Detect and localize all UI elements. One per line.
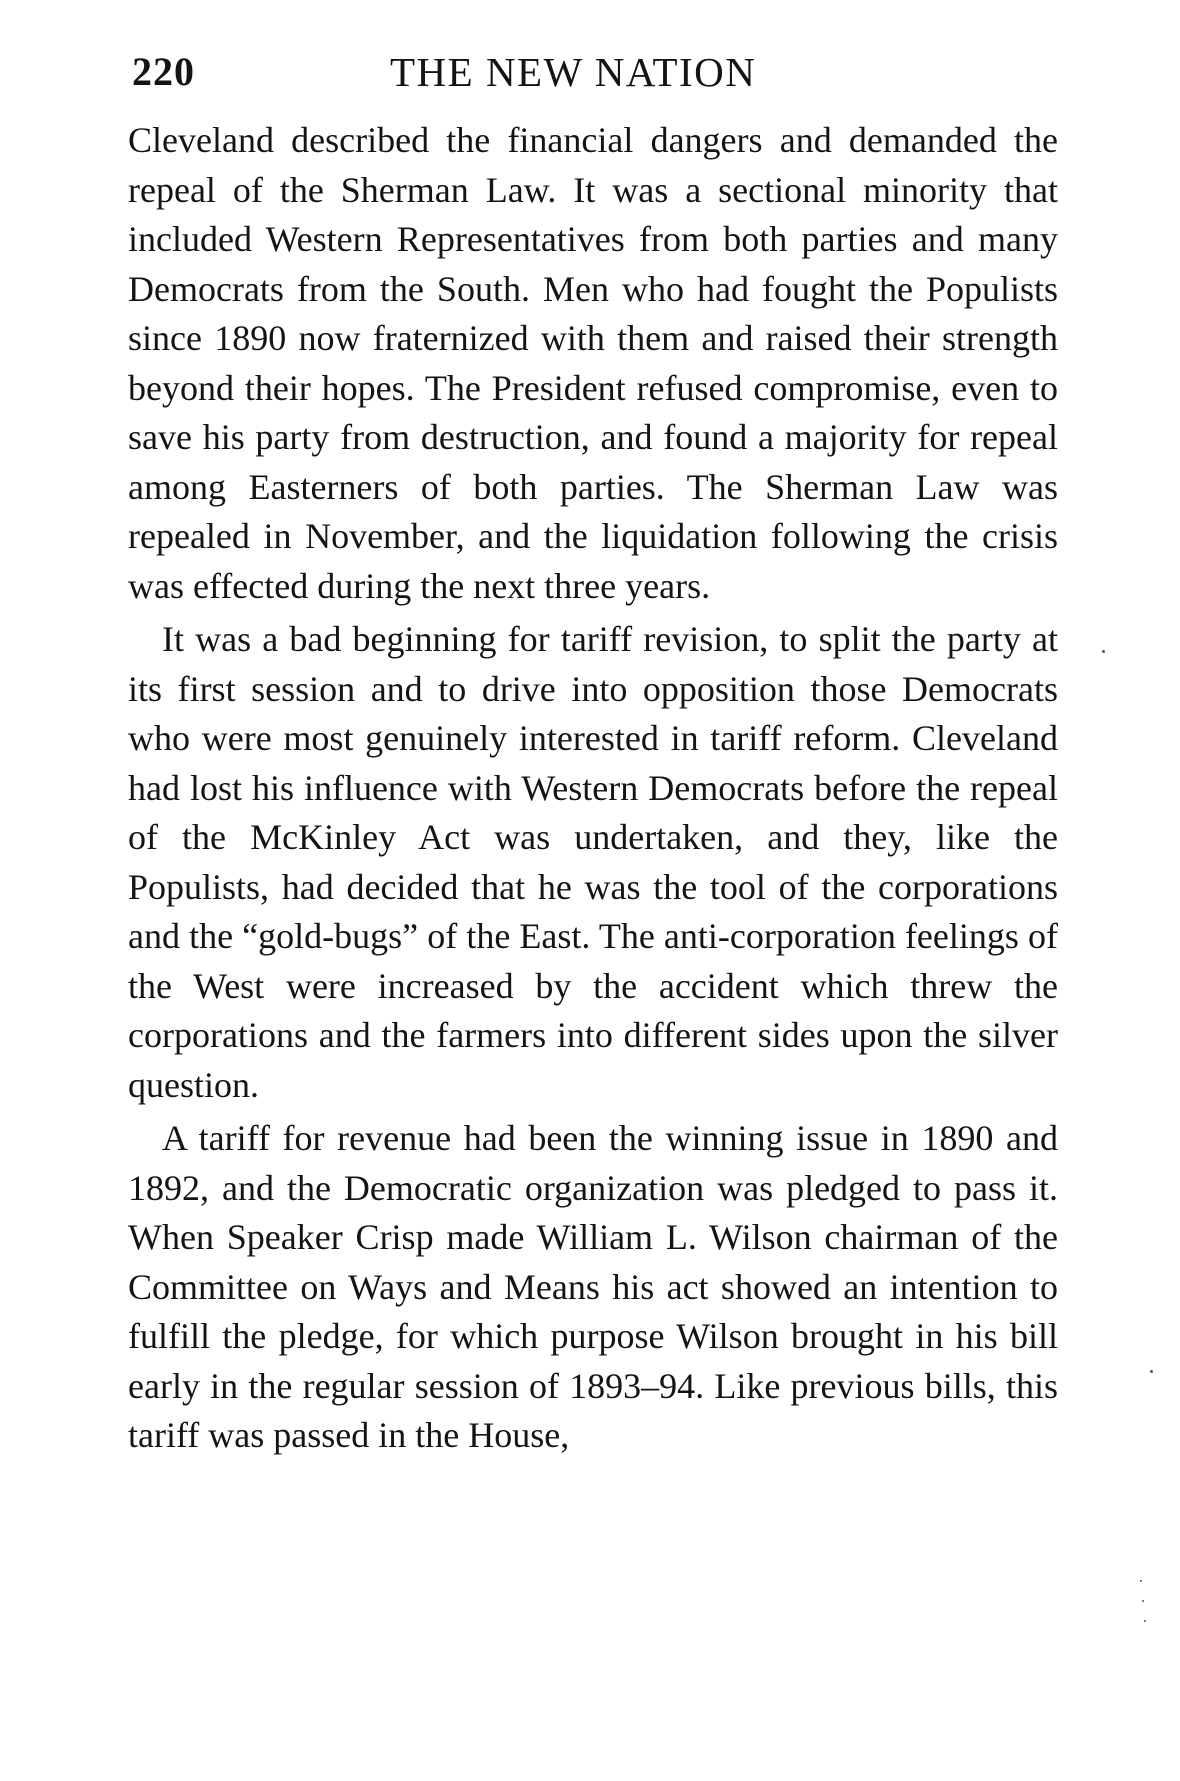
page-number: 220 xyxy=(132,49,195,94)
body-text xyxy=(128,116,1058,1461)
paragraph-3: A tariff for revenue had been the winning issue in 1890 and 1892, and the Democratic organization was pledged to pass it. When Speaker Crisp made William L. Wilson chairman of the Committee on Ways and Means his act showed an intention to fulfill the pledge, for which purpose Wilson brought in his bill early in the regular session of 1893–94. Like previous bills, this tariff was passed in the House, xyxy=(128,1118,1058,1455)
paragraph-1: Cleveland described the financial dangers and demanded the repeal of the Sherman Law. It was a sectional minority that included Western Representatives from both parties and many Democrats from the South. Men who had fought the Populists since 1890 now fraternized with them and raised their strength beyond their hopes. The President refused compromise, even to save his party from destruction, and found a majority for repeal among Easterners of both parties. The Sherman Law was repealed in November, and the liquidation following the crisis was effected during the next three years. xyxy=(128,120,1058,606)
paragraph-2: It was a bad beginning for tariff revision, to split the party at its first session and to drive into opposition those Democrats who were most genuinely interested in tariff reform. Cleveland had lost his influence with Western Democrats before the repeal of the McKinley Act was undertaken, and they, like the Populists, had decided that he was the tool of the corporations and the “gold-bugs” of the East. The anti-corporation feelings of the West were increased by the accident which threw the corporations and the farmers into different sides upon the silver question. xyxy=(128,619,1058,1105)
page-header xyxy=(132,48,1032,108)
scan-speck xyxy=(1150,1370,1153,1373)
scan-speck xyxy=(1144,1620,1146,1622)
scan-speck xyxy=(1142,1600,1144,1602)
running-head: THE NEW NATION xyxy=(390,49,757,95)
scan-speck xyxy=(1140,1580,1142,1582)
scan-speck xyxy=(1102,650,1105,653)
